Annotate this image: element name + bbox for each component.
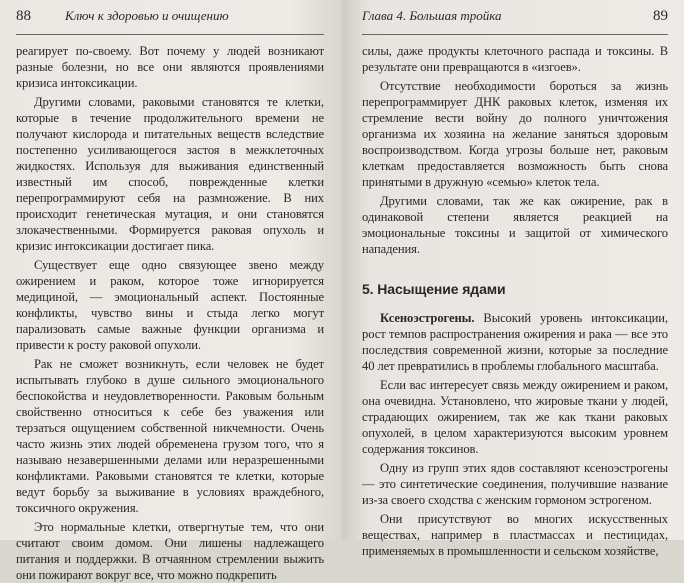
right-page-number: 89: [653, 8, 668, 24]
left-page-number: 88: [16, 8, 31, 24]
paragraph: силы, даже продукты клеточного распада и токсины. В результате они превращаются в «изгоев».: [362, 44, 668, 74]
lead-term: Ксеноэстрогены.: [380, 311, 475, 325]
paragraph: Одну из групп этих ядов составляют ксеноэстрогены — это синтетические соединения, получившие название из-за своего сходства с женским гормоном эстрогеном.: [362, 461, 668, 507]
left-running-head: [16, 8, 324, 35]
lead-paragraph: [362, 310, 668, 374]
left-header-title: Ключ к здоровью и очищению: [65, 8, 229, 23]
section-heading: 5. Насыщение ядами: [362, 281, 506, 297]
right-header-title: Глава 4. Большая тройка: [362, 8, 502, 23]
right-page: [342, 0, 684, 558]
paragraph: Это нормальные клетки, отвергнутые тем, что они считают своим домом. Они лишены надлежащего питания и поддержки. В отчаянном стремлении выжить они пожирают вокруг все, что можно подкрепить: [16, 520, 324, 582]
left-page-body: [16, 43, 324, 583]
lead-text: Высокий уровень интоксикации, рост темпов распространения ожирения и рака — все это последствия современной жизни, которые за последние 40 лет превратились в проблемы глобального масштаба.: [362, 311, 668, 373]
paragraph: Другими словами, раковыми становятся те клетки, которые в течение продолжительного времени не получают кислорода и питательных веществ вследствие постепенно усиливающегося застоя в межклеточных жидкостях. Используя для выживания единственный известный им способ, поврежденные клетки перепрограммируют себя на размножение. В них происходит генетическая мутация, и они становятся злокачественными. Формируется раковая опухоль и кризис интоксикации достигает пика.: [16, 95, 324, 253]
paragraph: Если вас интересует связь между ожирением и раком, она очевидна. Установлено, что жировые ткани у людей, страдающих ожирением, так же как ткани раковых опухолей, в целом характеризуются высоким уровнем содержания токсинов.: [362, 378, 668, 456]
paragraph: Они присутствуют во многих искусственных веществах, например в пластмассах и пестицидах, применяемых в промышленности и сельском хозяйстве,: [362, 512, 668, 558]
right-page-body: [362, 43, 668, 559]
paragraph: реагирует по-своему. Вот почему у людей возникают разные болезни, но все они являются проявлениями кризиса интоксикации.: [16, 44, 324, 90]
paragraph: Другими словами, так же как ожирение, рак в одинаковой степени является реакцией на эмоциональные токсины и защитой от химического нападения.: [362, 194, 668, 256]
right-running-head: [362, 8, 668, 35]
paragraph: Рак не сможет возникнуть, если человек не будет испытывать глубоко в душе сильного эмоционального беспокойства и неудовлетворенности. Раковым больным свойственно относиться к себе без уважения или терзаться ощущением собственной никчемности. Очень часто жизнь этих людей обременена грузом того, что я называю незавершенными делами или неразрешенными конфликтами. Раковыми становятся те клетки, которые ведут борьбу за выживание в условиях враждебного, токсичного окружения.: [16, 357, 324, 515]
paragraph: Отсутствие необходимости бороться за жизнь перепрограммирует ДНК раковых клеток, изменяя их стремление вести войну до полного уничтожения организма их хозяина на желание заняться здоровым воспроизводством. Когда угрозы больше нет, раковым клеткам предоставляется возможность быть снова принятыми в дружную «семью» клеток тела.: [362, 79, 668, 189]
paragraph: Существует еще одно связующее звено между ожирением и раком, которое тоже игнорируется медициной, — эмоциональный аспект. Постоянные конфликты, чувство вины и стыда легко могут парализовать самые важные функции организма и привести к росту раковой опухоли.: [16, 258, 324, 352]
left-page: [0, 0, 342, 582]
